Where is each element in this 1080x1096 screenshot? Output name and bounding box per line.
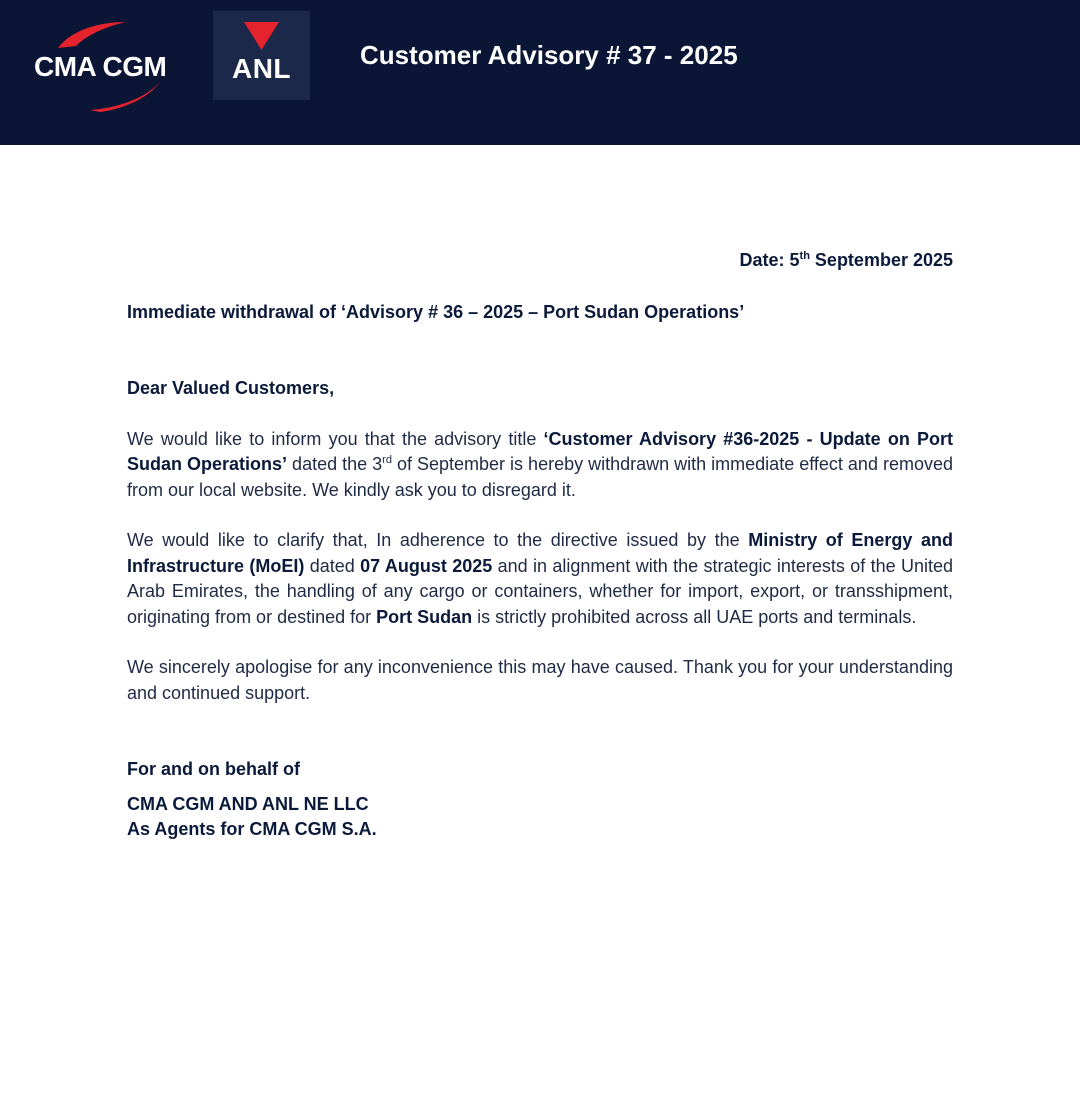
anl-triangle-icon — [244, 22, 279, 50]
signature-agents: As Agents for CMA CGM S.A. — [127, 818, 377, 839]
letter-subject: Immediate withdrawal of ‘Advisory # 36 – 2025 – Port Sudan Operations’ — [127, 301, 745, 322]
advisory-title: Customer Advisory # 37 - 2025 — [360, 40, 738, 70]
signature-block — [127, 792, 953, 842]
header-banner — [0, 0, 1080, 145]
signature-intro: For and on behalf of — [127, 759, 300, 779]
paragraph-apology: We sincerely apologise for any inconvenience this may have caused. Thank you for your understanding and continued support. — [127, 657, 953, 703]
cma-cgm-logo-text: CMA CGM — [34, 51, 167, 82]
letter-body — [127, 248, 953, 842]
cma-cgm-logo — [28, 18, 198, 118]
paragraph-clarification: We would like to clarify that, In adherence to the directive issued by the Ministry of Energy and Infrastructure (MoEI) dated 07 August 2025 and in alignment with the strategic interests of the United Arab Emirates, the handling of any cargo or containers, whether for import, export, or transshipment, originating from or destined for Port Sudan is strictly prohibited across all UAE ports and terminals. — [127, 530, 954, 627]
salutation: Dear Valued Customers, — [127, 378, 335, 398]
anl-logo — [213, 11, 310, 100]
signature-company: CMA CGM AND ANL NE LLC — [127, 793, 369, 814]
letter-date: Date: 5th September 2025 — [739, 250, 953, 270]
paragraph-withdrawal: We would like to inform you that the advisory title ‘Customer Advisory #36-2025 - Update on Port Sudan Operations’ dated the 3rd of September is hereby withdrawn with immediate effect and removed from our local website. We kindly ask you to disregard it. — [127, 428, 953, 500]
anl-logo-text: ANL — [231, 53, 292, 84]
